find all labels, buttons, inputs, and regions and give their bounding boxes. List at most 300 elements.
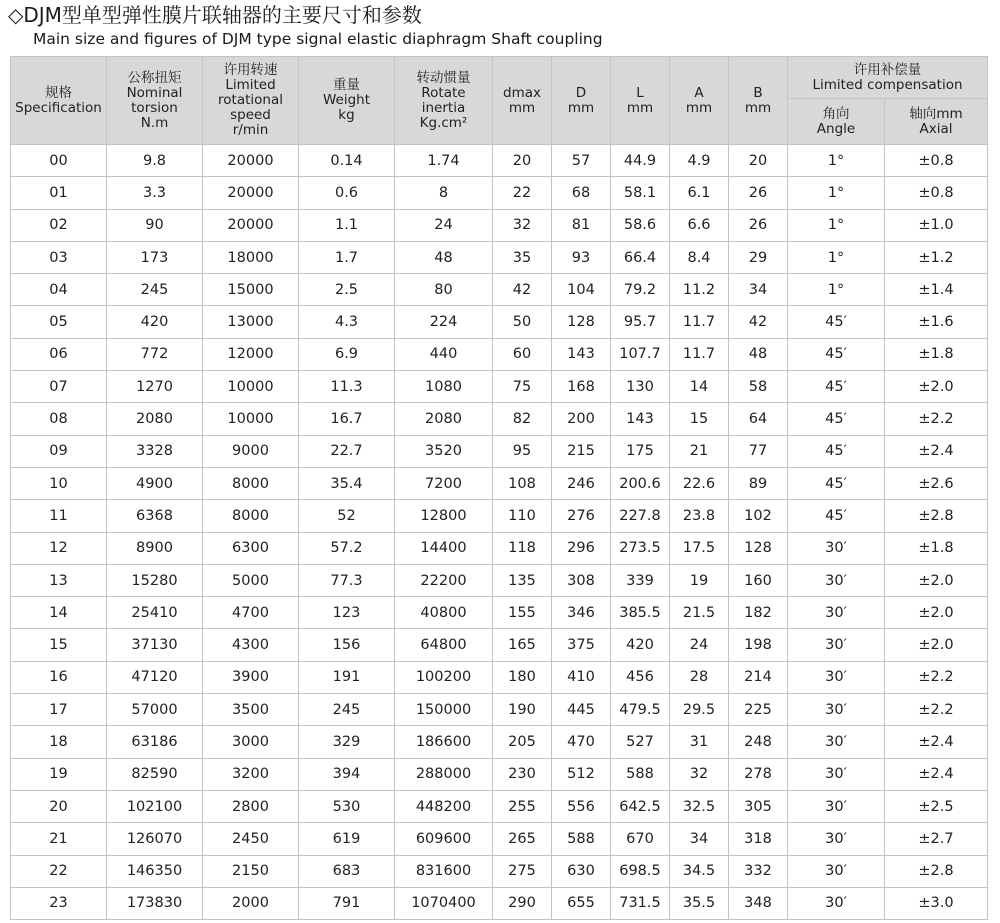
header-dmax: dmax mm [493,57,552,145]
cell-dmax: 75 [493,371,552,403]
cell-l: 58.6 [611,209,670,241]
table-row [11,597,988,629]
cell-axial: ±2.2 [885,661,988,693]
table-row [11,790,988,822]
cell-axial: ±2.8 [885,500,988,532]
cell-l: 698.5 [611,855,670,887]
cell-torsion: 37130 [107,629,203,661]
cell-spec: 01 [11,177,107,209]
cell-inertia: 831600 [395,855,493,887]
cell-b: 182 [729,597,788,629]
cell-inertia: 22200 [395,564,493,596]
cell-torsion: 8900 [107,532,203,564]
cell-inertia: 1080 [395,371,493,403]
cell-spec: 20 [11,790,107,822]
cell-b: 34 [729,274,788,306]
cell-d: 470 [552,726,611,758]
cell-weight: 123 [299,597,395,629]
table-row [11,338,988,370]
cell-angle: 1° [788,177,885,209]
cell-angle: 45′ [788,371,885,403]
cell-torsion: 6368 [107,500,203,532]
cell-l: 456 [611,661,670,693]
cell-spec: 02 [11,209,107,241]
cell-angle: 1° [788,145,885,177]
cell-spec: 18 [11,726,107,758]
cell-inertia: 80 [395,274,493,306]
cell-b: 348 [729,887,788,919]
cell-a: 23.8 [670,500,729,532]
cell-speed: 3900 [203,661,299,693]
cell-weight: 57.2 [299,532,395,564]
cell-d: 556 [552,790,611,822]
cell-speed: 3500 [203,694,299,726]
cell-speed: 2000 [203,887,299,919]
header-weight: 重量 Weight kg [299,57,395,145]
header-inertia: 转动惯量 Rotate inertia Kg.cm² [395,57,493,145]
cell-speed: 6300 [203,532,299,564]
cell-a: 29.5 [670,694,729,726]
cell-d: 57 [552,145,611,177]
cell-torsion: 146350 [107,855,203,887]
cell-b: 48 [729,338,788,370]
cell-l: 44.9 [611,145,670,177]
cell-speed: 2150 [203,855,299,887]
cell-weight: 4.3 [299,306,395,338]
cell-spec: 16 [11,661,107,693]
table-row [11,209,988,241]
cell-weight: 2.5 [299,274,395,306]
cell-l: 670 [611,823,670,855]
cell-torsion: 63186 [107,726,203,758]
cell-inertia: 440 [395,338,493,370]
cell-axial: ±1.4 [885,274,988,306]
cell-l: 385.5 [611,597,670,629]
cell-weight: 791 [299,887,395,919]
cell-inertia: 1070400 [395,887,493,919]
cell-a: 15 [670,403,729,435]
cell-spec: 23 [11,887,107,919]
cell-dmax: 290 [493,887,552,919]
cell-speed: 20000 [203,209,299,241]
cell-speed: 18000 [203,241,299,273]
cell-angle: 1° [788,274,885,306]
cell-a: 17.5 [670,532,729,564]
cell-l: 95.7 [611,306,670,338]
cell-weight: 530 [299,790,395,822]
cell-dmax: 95 [493,435,552,467]
cell-angle: 45′ [788,467,885,499]
cell-spec: 03 [11,241,107,273]
cell-torsion: 126070 [107,823,203,855]
cell-l: 107.7 [611,338,670,370]
cell-speed: 15000 [203,274,299,306]
cell-angle: 1° [788,209,885,241]
cell-a: 6.6 [670,209,729,241]
cell-axial: ±2.4 [885,758,988,790]
cell-d: 104 [552,274,611,306]
cell-speed: 20000 [203,145,299,177]
cell-torsion: 4900 [107,467,203,499]
cell-axial: ±2.4 [885,726,988,758]
cell-speed: 20000 [203,177,299,209]
cell-axial: ±1.8 [885,532,988,564]
cell-angle: 30′ [788,564,885,596]
cell-speed: 3000 [203,726,299,758]
cell-angle: 30′ [788,887,885,919]
cell-l: 642.5 [611,790,670,822]
cell-angle: 45′ [788,500,885,532]
cell-spec: 04 [11,274,107,306]
header-torsion: 公称扭矩 Nominal torsion N.m [107,57,203,145]
table-row [11,274,988,306]
header-axial: 轴向mm Axial [885,99,988,145]
cell-dmax: 42 [493,274,552,306]
cell-torsion: 57000 [107,694,203,726]
cell-d: 588 [552,823,611,855]
cell-dmax: 155 [493,597,552,629]
cell-inertia: 288000 [395,758,493,790]
cell-torsion: 3328 [107,435,203,467]
cell-d: 276 [552,500,611,532]
cell-spec: 06 [11,338,107,370]
cell-weight: 329 [299,726,395,758]
cell-weight: 22.7 [299,435,395,467]
header-angle: 角向 Angle [788,99,885,145]
cell-d: 308 [552,564,611,596]
cell-inertia: 8 [395,177,493,209]
cell-inertia: 224 [395,306,493,338]
cell-d: 81 [552,209,611,241]
cell-dmax: 82 [493,403,552,435]
table-row [11,371,988,403]
cell-inertia: 7200 [395,467,493,499]
cell-d: 93 [552,241,611,273]
cell-axial: ±2.0 [885,564,988,596]
cell-speed: 10000 [203,371,299,403]
cell-angle: 30′ [788,758,885,790]
cell-spec: 09 [11,435,107,467]
cell-b: 42 [729,306,788,338]
cell-axial: ±1.6 [885,306,988,338]
cell-l: 479.5 [611,694,670,726]
table-row [11,435,988,467]
cell-dmax: 190 [493,694,552,726]
cell-a: 21.5 [670,597,729,629]
cell-a: 11.7 [670,306,729,338]
cell-weight: 394 [299,758,395,790]
cell-axial: ±2.6 [885,467,988,499]
header-d: D mm [552,57,611,145]
cell-d: 445 [552,694,611,726]
cell-speed: 3200 [203,758,299,790]
cell-speed: 5000 [203,564,299,596]
cell-l: 527 [611,726,670,758]
cell-speed: 2800 [203,790,299,822]
cell-axial: ±1.8 [885,338,988,370]
cell-torsion: 82590 [107,758,203,790]
cell-spec: 19 [11,758,107,790]
cell-b: 225 [729,694,788,726]
cell-d: 512 [552,758,611,790]
header-speed: 许用转速 Limited rotational speed r/min [203,57,299,145]
cell-inertia: 609600 [395,823,493,855]
cell-dmax: 60 [493,338,552,370]
table-row [11,823,988,855]
cell-dmax: 118 [493,532,552,564]
cell-axial: ±2.4 [885,435,988,467]
table-row [11,532,988,564]
table-row [11,177,988,209]
cell-torsion: 102100 [107,790,203,822]
cell-axial: ±2.0 [885,371,988,403]
cell-d: 168 [552,371,611,403]
cell-d: 375 [552,629,611,661]
table-row [11,661,988,693]
cell-axial: ±2.2 [885,694,988,726]
table-row [11,306,988,338]
cell-angle: 45′ [788,435,885,467]
table-header [11,57,988,145]
cell-torsion: 25410 [107,597,203,629]
cell-axial: ±3.0 [885,887,988,919]
cell-dmax: 275 [493,855,552,887]
cell-torsion: 15280 [107,564,203,596]
cell-d: 346 [552,597,611,629]
cell-inertia: 12800 [395,500,493,532]
cell-angle: 30′ [788,694,885,726]
cell-speed: 10000 [203,403,299,435]
cell-weight: 0.6 [299,177,395,209]
cell-l: 200.6 [611,467,670,499]
cell-torsion: 2080 [107,403,203,435]
cell-b: 64 [729,403,788,435]
cell-a: 35.5 [670,887,729,919]
cell-weight: 619 [299,823,395,855]
cell-a: 14 [670,371,729,403]
table-row [11,500,988,532]
cell-angle: 45′ [788,338,885,370]
cell-d: 246 [552,467,611,499]
cell-inertia: 1.74 [395,145,493,177]
page-subtitle: Main size and figures of DJM type signal elastic diaphragm Shaft coupling [33,30,603,48]
cell-spec: 05 [11,306,107,338]
cell-axial: ±2.5 [885,790,988,822]
cell-spec: 08 [11,403,107,435]
cell-b: 214 [729,661,788,693]
cell-b: 77 [729,435,788,467]
cell-torsion: 173 [107,241,203,273]
cell-angle: 30′ [788,790,885,822]
cell-axial: ±2.0 [885,629,988,661]
cell-speed: 4300 [203,629,299,661]
cell-spec: 14 [11,597,107,629]
cell-l: 273.5 [611,532,670,564]
cell-weight: 1.1 [299,209,395,241]
cell-a: 21 [670,435,729,467]
cell-l: 143 [611,403,670,435]
cell-axial: ±1.0 [885,209,988,241]
cell-d: 630 [552,855,611,887]
cell-spec: 10 [11,467,107,499]
cell-a: 24 [670,629,729,661]
cell-speed: 12000 [203,338,299,370]
cell-weight: 52 [299,500,395,532]
cell-d: 215 [552,435,611,467]
cell-angle: 1° [788,241,885,273]
cell-b: 332 [729,855,788,887]
cell-d: 410 [552,661,611,693]
cell-dmax: 230 [493,758,552,790]
cell-a: 8.4 [670,241,729,273]
cell-angle: 30′ [788,629,885,661]
cell-a: 32.5 [670,790,729,822]
cell-l: 79.2 [611,274,670,306]
cell-torsion: 173830 [107,887,203,919]
cell-spec: 17 [11,694,107,726]
table-row [11,758,988,790]
cell-speed: 4700 [203,597,299,629]
table-row [11,145,988,177]
cell-l: 175 [611,435,670,467]
cell-axial: ±1.2 [885,241,988,273]
cell-weight: 35.4 [299,467,395,499]
cell-weight: 6.9 [299,338,395,370]
cell-l: 130 [611,371,670,403]
cell-b: 102 [729,500,788,532]
cell-weight: 77.3 [299,564,395,596]
cell-weight: 156 [299,629,395,661]
cell-l: 58.1 [611,177,670,209]
cell-angle: 30′ [788,726,885,758]
table-row [11,467,988,499]
cell-spec: 15 [11,629,107,661]
cell-angle: 30′ [788,532,885,564]
cell-d: 128 [552,306,611,338]
cell-b: 29 [729,241,788,273]
cell-a: 34 [670,823,729,855]
table-row [11,726,988,758]
table-row [11,564,988,596]
cell-l: 731.5 [611,887,670,919]
cell-a: 28 [670,661,729,693]
table-row [11,694,988,726]
cell-inertia: 24 [395,209,493,241]
cell-b: 198 [729,629,788,661]
cell-torsion: 1270 [107,371,203,403]
cell-weight: 16.7 [299,403,395,435]
cell-weight: 191 [299,661,395,693]
cell-inertia: 448200 [395,790,493,822]
cell-dmax: 165 [493,629,552,661]
cell-b: 26 [729,209,788,241]
cell-dmax: 265 [493,823,552,855]
cell-l: 66.4 [611,241,670,273]
cell-axial: ±2.2 [885,403,988,435]
cell-b: 89 [729,467,788,499]
cell-dmax: 108 [493,467,552,499]
cell-dmax: 22 [493,177,552,209]
cell-b: 248 [729,726,788,758]
cell-axial: ±2.0 [885,597,988,629]
cell-axial: ±2.8 [885,855,988,887]
cell-torsion: 420 [107,306,203,338]
cell-angle: 45′ [788,306,885,338]
table-row [11,887,988,919]
cell-inertia: 48 [395,241,493,273]
cell-dmax: 135 [493,564,552,596]
header-spec: 规格 Specification [11,57,107,145]
cell-inertia: 150000 [395,694,493,726]
cell-torsion: 90 [107,209,203,241]
table-row [11,241,988,273]
cell-b: 26 [729,177,788,209]
cell-l: 227.8 [611,500,670,532]
cell-axial: ±0.8 [885,177,988,209]
spec-table [10,56,988,920]
cell-inertia: 14400 [395,532,493,564]
cell-torsion: 245 [107,274,203,306]
cell-inertia: 186600 [395,726,493,758]
cell-inertia: 40800 [395,597,493,629]
cell-a: 19 [670,564,729,596]
cell-dmax: 110 [493,500,552,532]
cell-dmax: 50 [493,306,552,338]
cell-b: 160 [729,564,788,596]
cell-angle: 45′ [788,403,885,435]
cell-l: 339 [611,564,670,596]
cell-a: 31 [670,726,729,758]
header-b: B mm [729,57,788,145]
table-row [11,629,988,661]
cell-inertia: 64800 [395,629,493,661]
cell-torsion: 772 [107,338,203,370]
cell-d: 68 [552,177,611,209]
cell-dmax: 32 [493,209,552,241]
cell-d: 296 [552,532,611,564]
cell-b: 318 [729,823,788,855]
cell-b: 128 [729,532,788,564]
cell-angle: 30′ [788,597,885,629]
cell-spec: 12 [11,532,107,564]
cell-weight: 11.3 [299,371,395,403]
table-row [11,855,988,887]
cell-a: 11.2 [670,274,729,306]
cell-weight: 683 [299,855,395,887]
cell-l: 420 [611,629,670,661]
table-body [11,145,988,920]
header-compensation: 许用补偿量 Limited compensation [788,57,988,99]
cell-b: 305 [729,790,788,822]
cell-b: 278 [729,758,788,790]
cell-speed: 8000 [203,500,299,532]
cell-a: 4.9 [670,145,729,177]
cell-torsion: 47120 [107,661,203,693]
cell-a: 11.7 [670,338,729,370]
cell-speed: 9000 [203,435,299,467]
page-title: ◇DJM型单型弹性膜片联轴器的主要尺寸和参数 [8,3,422,27]
cell-torsion: 9.8 [107,145,203,177]
cell-weight: 245 [299,694,395,726]
cell-spec: 21 [11,823,107,855]
cell-spec: 22 [11,855,107,887]
cell-b: 20 [729,145,788,177]
cell-spec: 13 [11,564,107,596]
cell-inertia: 100200 [395,661,493,693]
cell-spec: 07 [11,371,107,403]
cell-a: 34.5 [670,855,729,887]
cell-d: 143 [552,338,611,370]
